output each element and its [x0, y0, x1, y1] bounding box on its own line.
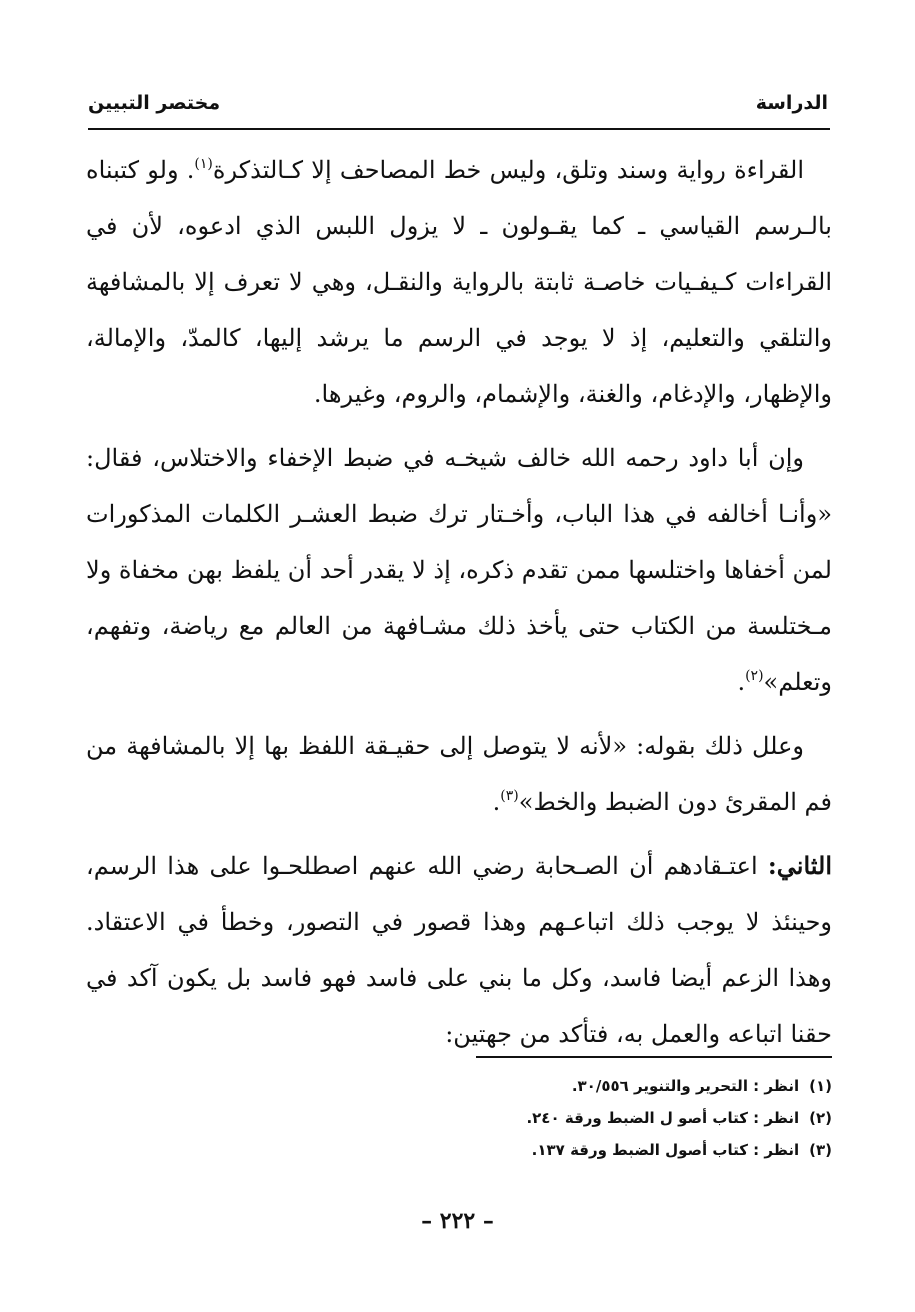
footnote	[300, 1070, 832, 1102]
footnotes	[300, 1070, 832, 1166]
footnote-number: (٣)	[809, 1141, 832, 1159]
paragraph	[86, 430, 832, 710]
paragraph-text: القراءة رواية وسند وتلق، وليس خط المصاحف إلا كـالتذكرة	[212, 156, 804, 184]
paragraph-text: .	[492, 788, 501, 816]
paragraph-text: .	[737, 668, 746, 696]
page-number: – ٢٢٢ –	[421, 1208, 494, 1234]
paragraph	[86, 838, 832, 1062]
footnote-text: انظر : التحرير والتنوير ٣٠/٥٥٦.	[571, 1077, 800, 1095]
paragraph-text: اعتـقادهم أن الصـحابة رضي الله عنهم اصطلحـوا على هذا الرسم، وحينئذ لا يوجب ذلك اتباعـهم وهذا قصور في التصور، وخطأ في الاعتقاد. وهذا الزعم أيضا فاسد، وكل ما بني على فاسد فهو فاسد بل يكون آكد في حقنا اتباعه والعمل به، فتأكد من جهتين:	[86, 852, 832, 1048]
footnote-marker: (١)	[194, 156, 213, 172]
paragraph	[86, 718, 832, 830]
footnote-marker: (٢)	[745, 668, 764, 684]
paragraph-text: وإن أبا داود رحمه الله خالف شيخـه في ضبط الإخفاء والاختلاس، فقال: «وأنـا أخالفه في هذا الباب، وأخـتار ترك ضبط العشـر الكلمات المذكورات لمن أخفاها واختلسها ممن تقدم ذكره، إذ لا يقدر أحد أن يلفظ بهن مخفاة ولا مـختلسة من الكتاب حتى يأخذ ذلك مشـافهة من العالم مع رياضة، وتفهم، وتعلم»	[86, 444, 832, 696]
running-header	[88, 86, 828, 120]
main-text	[86, 142, 832, 1062]
footnote-text: انظر : كتاب أصول الضبط ورقة ١٣٧.	[531, 1141, 800, 1159]
chapter-title: الدراسة	[755, 92, 828, 114]
footnote-rule	[476, 1056, 832, 1058]
paragraph-text: وعلل ذلك بقوله: «لأنه لا يتوصل إلى حقيـقة اللفظ بها إلا بالمشافهة من فم المقرئ دون الضبط والخط»	[86, 732, 832, 816]
paragraph-lead: الثاني:	[767, 851, 832, 880]
footnote-marker: (٣)	[500, 788, 519, 804]
book-title: مختصر التبيين	[88, 92, 221, 114]
footnote-number: (٢)	[809, 1109, 832, 1127]
footnote	[300, 1102, 832, 1134]
paragraph	[86, 142, 832, 422]
footnote-number: (١)	[809, 1077, 832, 1095]
paragraph-text: . ولو كتبناه بالـرسم القياسي ـ كما يقـولون ـ لا يزول اللبس الذي ادعوه، لأن في القراءات كـيفـيات خاصـة ثابتة بالرواية والنقـل، وهي لا تعرف إلا بالمشافهة والتلقي والتعليم، إذ لا يوجد في الرسم ما يرشد إليها، كالمدّ، والإمالة، والإظهار، والإدغام، والغنة، والإشمام، والروم، وغيرها.	[86, 156, 832, 408]
header-rule	[88, 128, 830, 130]
footnote-text: انظر : كتاب أصو ل الضبط ورقة ٢٤٠.	[526, 1109, 800, 1127]
footnote	[300, 1134, 832, 1166]
